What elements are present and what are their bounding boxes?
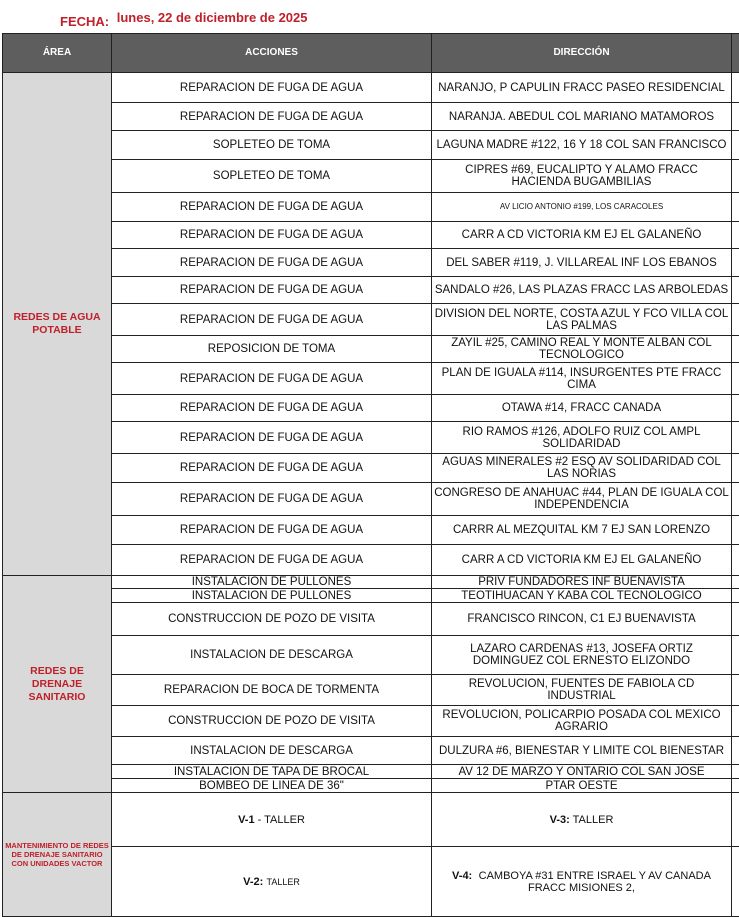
direccion-cell: CONGRESO DE ANAHUAC #44, PLAN DE IGUALA COL INDEPENDENCIA — [432, 483, 732, 516]
extra-cell — [732, 545, 739, 576]
table-row — [3, 545, 739, 576]
direccion-cell: PRIV FUNDADORES INF BUENAVISTA — [432, 576, 732, 589]
header-direccion: DIRECCIÓN — [432, 34, 732, 73]
extra-cell — [732, 422, 739, 454]
vactor-v1 — [112, 793, 432, 847]
extra-cell — [732, 765, 739, 779]
fecha-value: lunes, 22 de diciembre de 2025 — [117, 10, 308, 25]
accion-cell: REPARACION DE FUGA DE AGUA — [112, 454, 432, 483]
table-row — [3, 675, 739, 706]
accion-cell: BOMBEO DE LINEA DE 36" — [112, 779, 432, 793]
direccion-cell: DIVISION DEL NORTE, COSTA AZUL Y FCO VILLA COL LAS PALMAS — [432, 304, 732, 336]
direccion-cell: NARANJA. ABEDUL COL MARIANO MATAMOROS — [432, 103, 732, 131]
accion-cell: REPARACION DE FUGA DE AGUA — [112, 73, 432, 103]
direccion-cell: RIO RAMOS #126, ADOLFO RUIZ COL AMPL SOLIDARIDAD — [432, 422, 732, 454]
agua-area-label: REDES DE AGUA POTABLE — [3, 73, 112, 576]
extra-cell — [732, 706, 739, 737]
table-row — [3, 73, 739, 103]
vactor-v4 — [432, 847, 732, 917]
extra-cell — [732, 516, 739, 545]
extra-cell — [732, 304, 739, 336]
accion-cell: SOPLETEO DE TOMA — [112, 160, 432, 193]
agua-section — [3, 73, 739, 576]
v4-text: CAMBOYA #31 ENTRE ISRAEL Y AV CANADA FRACC MISIONES 2, — [479, 870, 711, 894]
header-extra — [732, 34, 739, 73]
vactor-v3 — [432, 793, 732, 847]
extra-cell — [732, 779, 739, 793]
accion-cell: REPARACION DE FUGA DE AGUA — [112, 103, 432, 131]
extra-cell — [732, 277, 739, 304]
direccion-cell: CARRR AL MEZQUITAL KM 7 EJ SAN LORENZO — [432, 516, 732, 545]
accion-cell: INSTALACION DE TAPA DE BROCAL — [112, 765, 432, 779]
table-row — [3, 516, 739, 545]
accion-cell: REPARACION DE FUGA DE AGUA — [112, 363, 432, 395]
table-row — [3, 103, 739, 131]
drenaje-area-label: REDES DE DRENAJE SANITARIO — [3, 576, 112, 793]
accion-cell: INSTALACION DE PULLONES — [112, 576, 432, 589]
direccion-cell: NARANJO, P CAPULIN FRACC PASEO RESIDENCIAL — [432, 73, 732, 103]
direccion-cell: CARR A CD VICTORIA KM EJ EL GALANEÑO — [432, 545, 732, 576]
direccion-cell: CIPRES #69, EUCALIPTO Y ALAMO FRACC HACIENDA BUGAMBILIAS — [432, 160, 732, 193]
direccion-cell: DULZURA #6, BIENESTAR Y LIMITE COL BIENESTAR — [432, 737, 732, 765]
extra-cell — [732, 636, 739, 675]
extra-cell — [732, 363, 739, 395]
extra-cell — [732, 675, 739, 706]
accion-cell: REPARACION DE FUGA DE AGUA — [112, 249, 432, 277]
direccion-cell: PLAN DE IGUALA #114, INSURGENTES PTE FRACC CIMA — [432, 363, 732, 395]
accion-cell: INSTALACION DE DESCARGA — [112, 737, 432, 765]
direccion-cell: FRANCISCO RINCON, C1 EJ BUENAVISTA — [432, 603, 732, 636]
fecha-label: FECHA: — [60, 14, 109, 29]
table-row — [3, 765, 739, 779]
accion-cell: REPARACION DE FUGA DE AGUA — [112, 483, 432, 516]
table-row — [3, 422, 739, 454]
report-table — [2, 33, 739, 917]
header-acciones: ACCIONES — [112, 34, 432, 73]
vactor-section — [3, 793, 739, 917]
extra-cell — [732, 249, 739, 277]
extra-cell — [732, 103, 739, 131]
extra-cell — [732, 483, 739, 516]
table-row — [3, 363, 739, 395]
direccion-cell: SANDALO #26, LAS PLAZAS FRACC LAS ARBOLEDAS — [432, 277, 732, 304]
accion-cell: SOPLETEO DE TOMA — [112, 131, 432, 160]
table-row — [3, 483, 739, 516]
extra-cell — [732, 395, 739, 422]
direccion-cell: OTAWA #14, FRACC CANADA — [432, 395, 732, 422]
vactor-row — [3, 847, 739, 917]
v1-code: V-1 — [238, 814, 255, 826]
table-header-row — [3, 34, 739, 73]
direccion-cell: TEOTIHUACAN Y KABA COL TECNOLOGICO — [432, 589, 732, 603]
accion-cell: REPARACION DE FUGA DE AGUA — [112, 193, 432, 222]
v3-code: V-3: — [550, 814, 570, 826]
direccion-cell: AV 12 DE MARZO Y ONTARIO COL SAN JOSE — [432, 765, 732, 779]
direccion-cell: CARR A CD VICTORIA KM EJ EL GALANEÑO — [432, 222, 732, 249]
table-row — [3, 576, 739, 589]
direccion-cell: LAZARO CARDENAS #13, JOSEFA ORTIZ DOMINGUEZ COL ERNESTO ELIZONDO — [432, 636, 732, 675]
table-row — [3, 706, 739, 737]
extra-cell — [732, 454, 739, 483]
direccion-cell: AV LICIO ANTONIO #199, LOS CARACOLES — [432, 193, 732, 222]
extra-cell — [732, 193, 739, 222]
extra-cell — [732, 73, 739, 103]
v1-text: - TALLER — [255, 814, 305, 826]
table-row — [3, 603, 739, 636]
accion-cell: REPOSICION DE TOMA — [112, 336, 432, 363]
table-row — [3, 277, 739, 304]
accion-cell: CONSTRUCCION DE POZO DE VISITA — [112, 603, 432, 636]
accion-cell: REPARACION DE FUGA DE AGUA — [112, 422, 432, 454]
accion-cell: REPARACION DE FUGA DE AGUA — [112, 222, 432, 249]
direccion-cell: ZAYIL #25, CAMINO REAL Y MONTE ALBAN COL TECNOLOGICO — [432, 336, 732, 363]
extra-cell — [732, 222, 739, 249]
header-area: ÁREA — [3, 34, 112, 73]
accion-cell: REPARACION DE FUGA DE AGUA — [112, 516, 432, 545]
direccion-cell: PTAR OESTE — [432, 779, 732, 793]
vactor-extra-cell — [732, 793, 739, 847]
extra-cell — [732, 576, 739, 589]
table-row — [3, 304, 739, 336]
vactor-v2 — [112, 847, 432, 917]
table-row — [3, 737, 739, 765]
direccion-cell: REVOLUCION, POLICARPIO POSADA COL MEXICO AGRARIO — [432, 706, 732, 737]
direccion-cell: DEL SABER #119, J. VILLAREAL INF LOS EBANOS — [432, 249, 732, 277]
accion-cell: REPARACION DE FUGA DE AGUA — [112, 395, 432, 422]
v2-code: V-2: — [243, 876, 263, 888]
table-row — [3, 454, 739, 483]
extra-cell — [732, 603, 739, 636]
vactor-area-label: MANTENIMIENTO DE REDES DE DRENAJE SANITARIO CON UNIDADES VACTOR — [3, 793, 112, 917]
accion-cell: REPARACION DE BOCA DE TORMENTA — [112, 675, 432, 706]
v2-text: TALLER — [267, 877, 300, 887]
accion-cell: REPARACION DE FUGA DE AGUA — [112, 277, 432, 304]
accion-cell: INSTALACION DE DESCARGA — [112, 636, 432, 675]
extra-cell — [732, 737, 739, 765]
v4-code: V-4: — [452, 870, 472, 882]
table-row — [3, 193, 739, 222]
table-row — [3, 779, 739, 793]
table-row — [3, 222, 739, 249]
direccion-cell: REVOLUCION, FUENTES DE FABIOLA CD INDUSTRIAL — [432, 675, 732, 706]
direccion-cell: LAGUNA MADRE #122, 16 Y 18 COL SAN FRANCISCO — [432, 131, 732, 160]
accion-cell: REPARACION DE FUGA DE AGUA — [112, 304, 432, 336]
drenaje-section — [3, 576, 739, 793]
table-row — [3, 589, 739, 603]
extra-cell — [732, 160, 739, 193]
accion-cell: REPARACION DE FUGA DE AGUA — [112, 545, 432, 576]
vactor-extra-cell — [732, 847, 739, 917]
fecha-header — [60, 10, 308, 25]
accion-cell: CONSTRUCCION DE POZO DE VISITA — [112, 706, 432, 737]
v3-text: TALLER — [570, 814, 614, 826]
table-row — [3, 131, 739, 160]
direccion-cell: AGUAS MINERALES #2 ESQ AV SOLIDARIDAD COL LAS NORIAS — [432, 454, 732, 483]
accion-cell: INSTALACION DE PULLONES — [112, 589, 432, 603]
table-row — [3, 336, 739, 363]
table-row — [3, 249, 739, 277]
table-row — [3, 395, 739, 422]
extra-cell — [732, 131, 739, 160]
extra-cell — [732, 336, 739, 363]
table-row — [3, 636, 739, 675]
extra-cell — [732, 589, 739, 603]
table-row — [3, 160, 739, 193]
vactor-row — [3, 793, 739, 847]
